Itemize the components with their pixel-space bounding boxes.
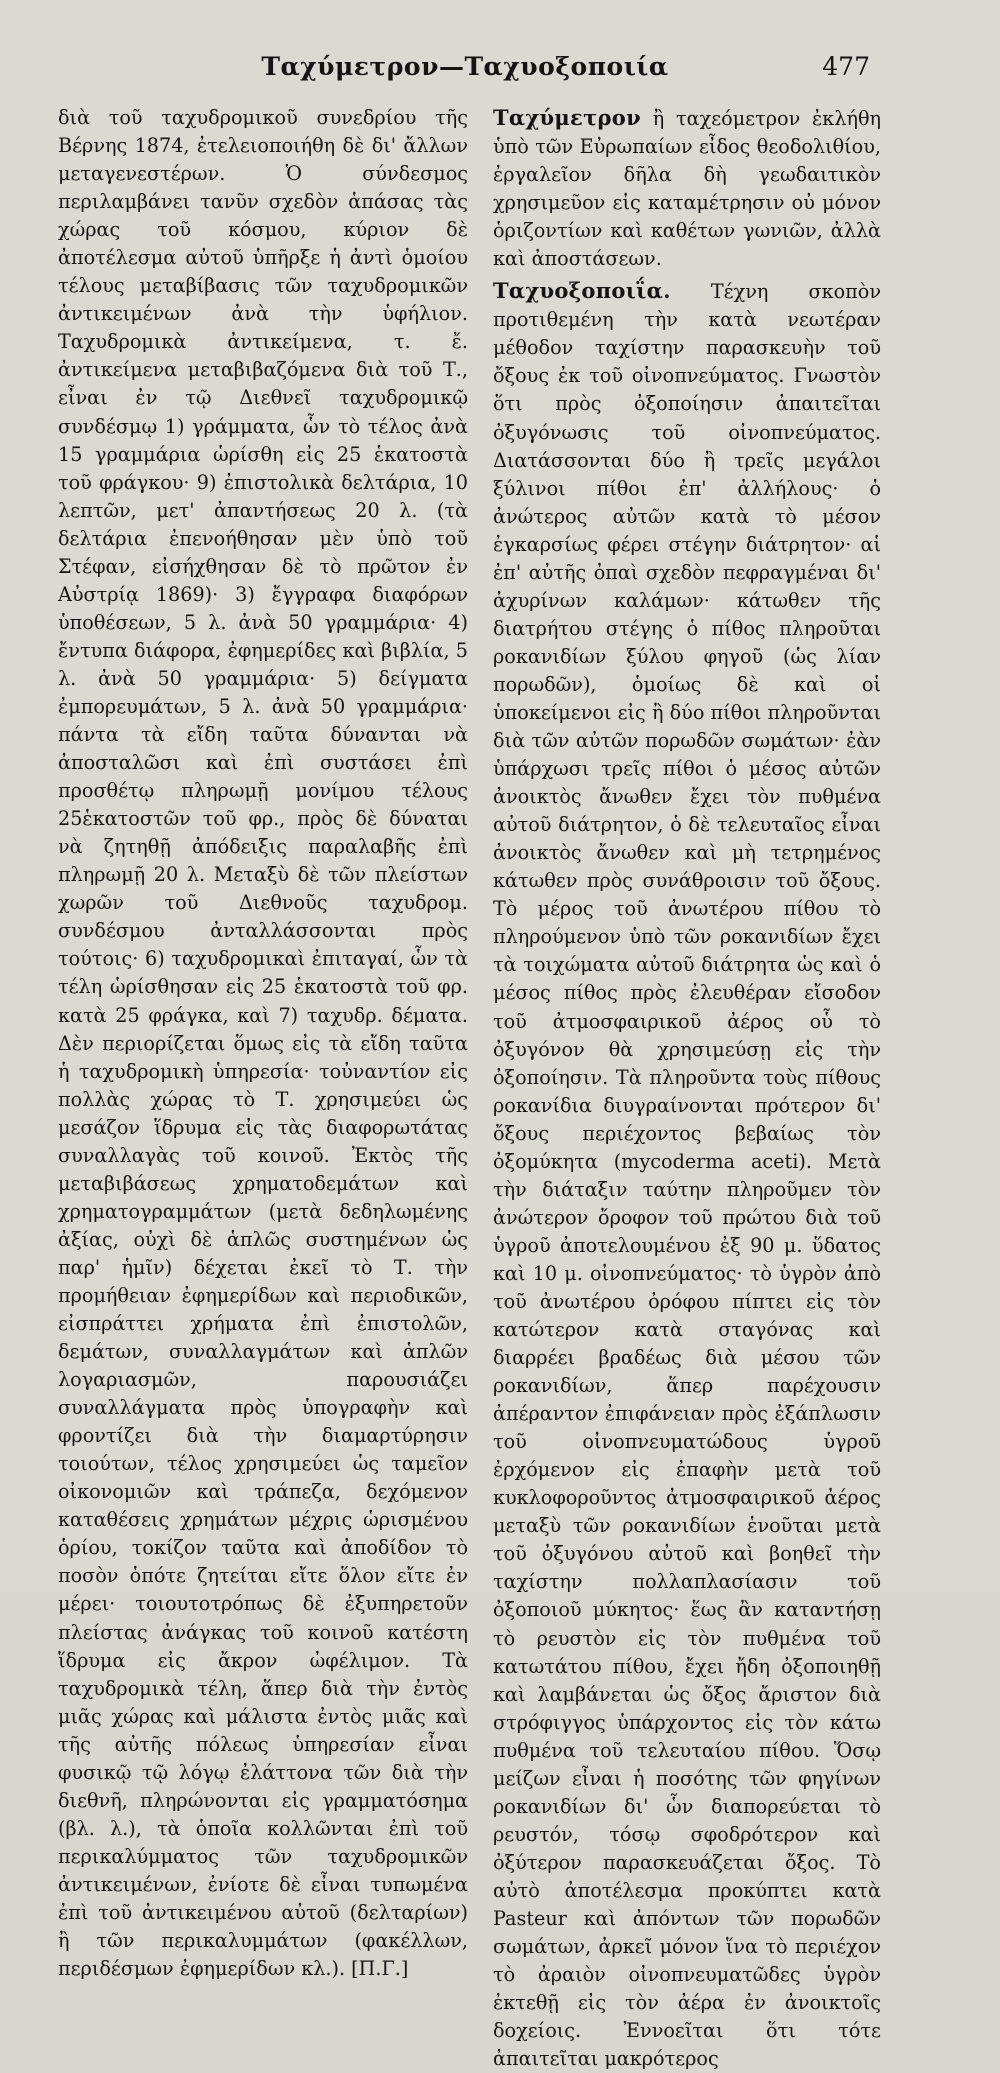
left-column-text: διὰ τοῦ ταχυδρομικοῦ συνεδρίου τῆς Βέρνης 1874, ἐτελειοποιήθη δὲ δι' ἄλλων μεταγενεστέρων. Ὁ σύνδεσμος περιλαμβάνει τανῦν σχεδὸν ἁπάσας τὰς χώρας τοῦ κόσμου, κύριον δὲ ἀποτέλεσμα αὐτοῦ ὑπῆρξε ἡ ἀντὶ ὁμοίου τέλους μεταβίβασις τῶν ταχυδρομικῶν ἀντικειμένων ἀνὰ τὴν ὑφήλιον. Ταχυδρομικὰ ἀντικείμενα, τ. ἔ. ἀντικείμενα μεταβιβαζόμενα διὰ τοῦ Τ., εἶναι ἐν τῷ Διεθνεῖ ταχυδρομικῷ συνδέσμῳ 1) γράμματα, ὧν τὸ τέλος ἀνὰ 15 γραμμάρια ὡρίσθη εἰς 25 ἑκατοστὰ τοῦ φράγκου· 9) ἐπιστολικὰ δελτάρια, 10 λεπτῶν, μετ' ἀπαντήσεως 20 λ. (τὰ δελτάρια ἐπενοήθησαν μὲν ὑπὸ τοῦ Στέφαν, εἰσήχθησαν δὲ τὸ πρῶτον ἐν Αὐστρίᾳ 1869)· 3) ἔγγραφα διαφόρων ὑποθέσεων, 5 λ. ἀνὰ 50 γραμμάρια· 4) ἔντυπα διάφορα, ἐφημερίδες καὶ βιβλία, 5 λ. ἀνὰ 50 γραμμάρια· 5) δείγματα ἐμπορευμάτων, 5 λ. ἀνὰ 50 γραμμάρια· πάντα τὰ εἴδη ταῦτα δύνανται νὰ ἀποσταλῶσι καὶ ἐπὶ συστάσει ἐπὶ προσθέτῳ πληρωμῇ μονίμου τέλους 25ἑκατοστῶν τοῦ φρ., πρὸς δὲ δύναται νὰ ζητηθῇ ἀπόδειξις παραλαβῆς ἐπὶ πληρωμῇ 20 λ. Μεταξὺ δὲ τῶν πλείστων χωρῶν τοῦ Διεθνοῦς ταχυδρομ. συνδέσμου ἀνταλλάσσονται πρὸς τούτοις· 6) ταχυδρομικαὶ ἐπιταγαί, ὧν τὰ τέλη ὡρίσθησαν εἰς 25 ἑκατοστὰ τοῦ φρ. κατὰ 25 φράγκα, καὶ 7) ταχυδρ. δέματα. Δὲν περιορίζεται ὅμως εἰς τὰ εἴδη ταῦτα ἡ ταχυδρομικὴ ὑπηρεσία· τοὐναντίον εἰς πολλὰς χώρας τὸ Τ. χρησιμεύει ὡς μεσάζον ἵδρυμα εἰς τὰς διαφορωτάτας συναλλαγὰς τοῦ κοινοῦ. Ἐκτὸς τῆς μεταβιβάσεως χρηματοδεμάτων καὶ χρηματογραμμάτων (μετὰ δεδηλωμένης ἀξίας, οὐχὶ δὲ ἁπλῶς συστημένων ὡς παρ' ἡμῖν) δέχεται ἐκεῖ τὸ Τ. τὴν προμήθειαν ἐφημερίδων καὶ περιοδικῶν, εἰσπράττει χρήματα ἐπὶ ἐπιστολῶν, δεμάτων, συναλλαγμάτων καὶ ἁπλῶν λογαριασμῶν, παρουσιάζει συναλλάγματα πρὸς ὑπογραφὴν καὶ φροντίζει διὰ τὴν διαμαρτύρησιν τοιούτων, τέλος χρησιμεύει ὡς ταμεῖον οἰκονομιῶν καὶ τράπεζα, δεχόμενον καταθέσεις χρημάτων μέχρις ὡρισμένου ὁρίου, τοκίζον ταῦτα καὶ ἀποδίδον τὸ ποσὸν ὁπότε ζητείται εἴτε ὅλον εἴτε ἐν μέρει· τοιουτοτρόπως δὲ ἐξυπηρετοῦν πλείστας ἀνάγκας τοῦ κοινοῦ κατέστη ἵδρυμα εἰς ἄκρον ὠφέλιμον. Τὰ ταχυδρομικὰ τέλη, ἅπερ διὰ τὴν ἐντὸς μιᾶς χώρας καὶ μάλιστα ἐντὸς μιᾶς καὶ τῆς αὐτῆς πόλεως ὑπηρεσίαν εἶναι φυσικῷ τῷ λόγῳ ἐλάττονα τῶν διὰ τὴν διεθνῆ, πληρώνονται εἰς γραμματόσημα (βλ. λ.), τὰ ὁποῖα κολλῶνται ἐπὶ τοῦ περικαλύμματος τῶν ταχυδρομικῶν ἀντικειμένων, ἐνίοτε δὲ εἶναι τυπωμένα ἐπὶ τοῦ ἀντικειμένου αὐτοῦ (δελταρίων) ἢ τῶν περικαλυμμάτων (φακέλλων, περιδέσμων ἐφημερίδων κλ.). [Π.Γ.] [58,106,468,1981]
page-number: 477 [822,52,870,81]
running-title: Ταχύμετρον—Ταχυοξοποιία [261,52,669,81]
entry-tachyoxopoiia-headword: Ταχυοξοποιΐα. [493,278,671,304]
right-column [493,104,881,2073]
entry-tachyoxopoiia-text: Τέχνη σκοπὸν προτιθεμένη τὴν κατὰ νεωτέραν μέθοδον ταχίστην παρασκευὴν τοῦ ὄξους ἐκ τοῦ οἰνοπνεύματος. Γνωστὸν ὅτι πρὸς ὀξοποίησιν ἀπαιτεῖται ὀξυγόνωσις τοῦ οἰνοπνεύματος. Διατάσσονται δύο ἢ τρεῖς μεγάλοι ξύλινοι πίθοι ἐπ' ἀλλήλους· ὁ ἀνώτερος αὐτῶν κατὰ τὸ μέσον ἐγκαρσίως φέρει στέγην διάτρητον· αἱ ἐπ' αὐτῆς ὀπαὶ σχεδὸν πεφραγμέναι δι' ἀχυρίνων καλάμων· κάτωθεν τῆς διατρήτου στέγης ὁ πίθος πληροῦται ροκανιδίων ξύλου φηγοῦ (ὡς λίαν πορωδῶν), ὁμοίως δὲ καὶ οἱ ὑποκείμενοι εἰς ἢ δύο πίθοι πληροῦνται διὰ τῶν αὐτῶν πορωδῶν σωμάτων· ἐὰν ὑπάρχωσι τρεῖς πίθοι ὁ μέσος αὐτῶν ἀνοικτὸς ἄνωθεν ἔχει τὸν πυθμένα αὐτοῦ διάτρητον, ὁ δὲ τελευταῖος εἶναι ἀνοικτὸς ἄνωθεν καὶ μὴ τετρημένος κάτωθεν πρὸς συνάθροισιν τοῦ ὄξους. Τὸ μέρος τοῦ ἀνωτέρου πίθου τὸ πληρούμενον ὑπὸ τῶν ροκανιδίων ἔχει τὰ τοιχώματα αὐτοῦ διάτρητα ὡς καὶ ὁ μέσος πίθος πρὸς ἐλευθέραν εἴσοδον τοῦ ἀτμοσφαιρικοῦ ἀέρος οὗ τὸ ὀξυγόνον θὰ χρησιμεύσῃ εἰς τὴν ὀξοποίησιν. Τὰ πληροῦντα τοὺς πίθους ροκανίδια διυγραίνονται πρότερον δι' ὄξους περιέχοντος βεβαίως τὸν ὀξομύκητα (mycoderma aceti). Μετὰ τὴν διάταξιν ταύτην πληροῦμεν τὸν ἀνώτερον ὄροφον τοῦ πρώτου διὰ τοῦ ὑγροῦ ἀποτελουμένου ἐξ 90 μ. ὕδατος καὶ 10 μ. οἰνοπνεύματος· τὸ ὑγρὸν ἀπὸ τοῦ ἀνωτέρου ὀρόφου πίπτει εἰς τὸν κατώτερον κατὰ σταγόνας καὶ διαρρέει βραδέως διὰ μέσου τῶν ροκανιδίων, ἅπερ παρέχουσιν ἀπέραντον ἐπιφάνειαν πρὸς ἐξάπλωσιν τοῦ οἰνοπνευματώδους ὑγροῦ ἐρχόμενον εἰς ἐπαφὴν μετὰ τοῦ κυκλοφοροῦντος ἀτμοσφαιρικοῦ ἀέρος μεταξὺ τῶν ροκανιδίων ἑνοῦται μετὰ τοῦ ὀξυγόνου αὐτοῦ καὶ βοηθεῖ τὴν ταχίστην πολλαπλασίασιν τοῦ ὀξοποιοῦ μύκητος· ἕως ἂν καταντήσῃ τὸ ρευστὸν εἰς τὸν πυθμένα τοῦ κατωτάτου πίθου, ἔχει ἤδη ὀξοποιηθῇ καὶ λαμβάνεται ὡς ὄξος ἄριστον διὰ στρόφιγγος ὑπάρχοντος εἰς τὸν κάτω πυθμένα τοῦ τελευταίου πίθου. Ὅσῳ μείζων εἶναι ἡ ποσότης τῶν φηγίνων ροκανιδίων δι' ὧν διαπορεύεται τὸ ρευστόν, τόσῳ σφοδρότερον καὶ ὀξύτερον παρασκευάζεται ὄξος. Τὸ αὐτὸ ἀποτέλεσμα προκύπτει κατὰ Pasteur καὶ ἀπόντων τῶν πορωδῶν σωμάτων, ἀρκεῖ μόνον ἵνα τὸ περιέχον τὸ ἀραιὸν οἰνοπνευματῶδες ὑγρὸν ἐκτεθῇ εἰς τὸν ἀέρα ἐν ἀνοικτοῖς δοχείοις. Ἐννοεῖται ὅτι τότε ἀπαιτεῖται μακρότερος [493,280,881,2071]
left-column [58,104,468,1983]
entry-tachymetron-text: ἢ ταχεόμετρον ἐκλήθη ὑπὸ τῶν Εὐρωπαίων εἶδος θεοδολιθίου, ἐργαλεῖον δῆλα δὴ γεωδαιτικὸν χρησιμεῦον εἰς καταμέτρησιν οὐ μόνον ὁριζοντίων καὶ καθέτων γωνιῶν, ἀλλὰ καὶ ἀποστάσεων. [493,107,881,271]
entry-tachyoxopoiia [493,277,881,2073]
entry-tachymetron [493,104,881,273]
entry-tachymetron-headword: Ταχύμετρον [493,105,641,130]
page-header [60,52,870,92]
